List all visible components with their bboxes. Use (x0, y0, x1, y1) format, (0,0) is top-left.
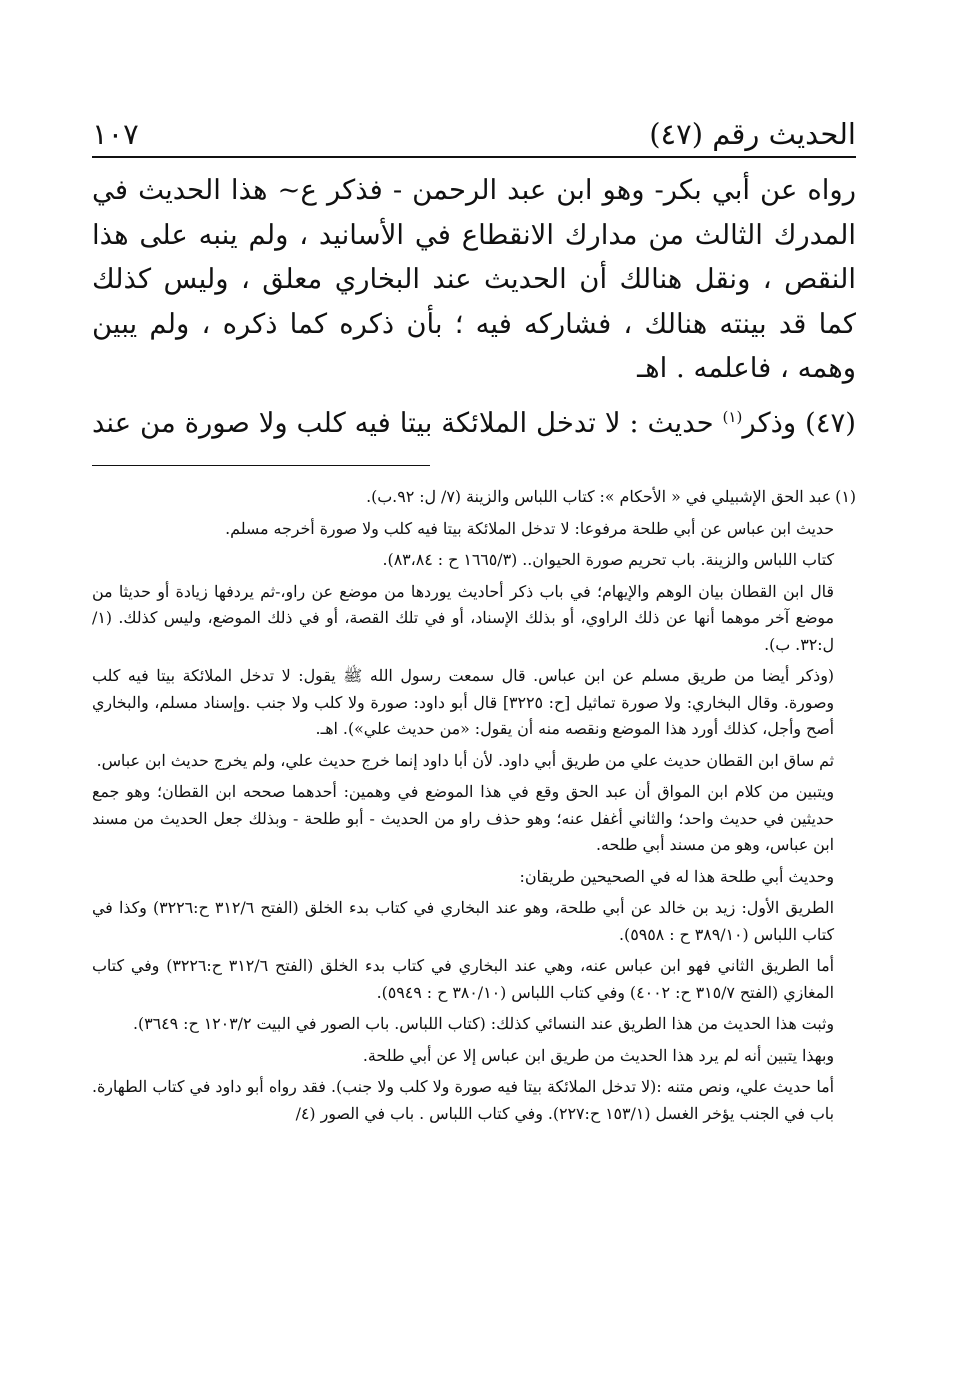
footnote-reference: (١) (722, 407, 743, 426)
footnote-paragraph: وحديث أبي طلحة هذا له في الصحيحين طريقان: (519, 866, 834, 886)
footnote-separator-wrap (92, 445, 856, 484)
hadith-heading (92, 395, 856, 446)
book-page (92, 108, 856, 1132)
main-text (92, 168, 856, 445)
footnote-paragraph: قال ابن القطان بيان الوهم والإيهام؛ في باب ذكر أحاديث يوردها من موضع عن راو،-ثم يردفها زيادة أو حديثا من موضع آخر موهما أنها عن ذلك الراوي، أو بذلك الإسناد، أو في تلك القصة، أو في ذلك الموضع، وليس كذلك. (١/ل:٣٢. ب). (92, 581, 834, 654)
running-header (92, 108, 856, 154)
hadith-number: (٤٧) وذكر (742, 406, 856, 439)
footnote-1 (92, 484, 856, 511)
footnote-paragraph: أما الطريق الثاني فهو ابن عباس عنه، وهي عند البخاري في كتاب بدء الخلق (الفتح ٣١٢/٦ ح:٣٢٢٦) وفي كتاب المغازي (الفتح ٣١٥/٧ ح: ٤٠٠٢) وفي كتاب اللباس (٣٨٠/١٠ ح : ٥٩٤٩). (92, 956, 835, 1002)
running-title: الحديث رقم (٤٧) (649, 117, 856, 151)
footnote-paragraph: وبهذا يتبين أنه لم يرد هذا الحديث من طريق ابن عباس إلا عن أبي طلحة. (362, 1045, 834, 1065)
footnote-paragraph: كتاب اللباس والزينة. باب تحريم صورة الحيوان.. (١٦٦٥/٣ ح : ٨٣،٨٤). (382, 550, 834, 570)
footnote-separator (92, 465, 430, 466)
footnote-number: (١) (835, 487, 856, 507)
footnote-paragraph: ثم ساق ابن القطان حديث علي من طريق أبي داود. لأن أبا داود إنما خرج حديث علي، ولم يخرج حديث ابن عباس. (96, 750, 834, 770)
main-paragraph: رواه عن أبي بكر- وهو ابن عبد الرحمن - فذكر ع~ هذا الحديث في المدرك الثالث من مدارك الانقطاع في الأسانيد ، ولم ينبه على هذا النقص ، ونقل هنالك أن الحديث عند البخاري معلق ، وليس كذلك كما قد بينته هنالك ، فشاركه فيه ؛ بأن ذكره كما ذكره ، ولم يبين وهمه ، فاعلمه . اهـ (92, 174, 856, 384)
footnote-paragraph: وثبت هذا الحديث من هذا الطريق عند النسائي كذلك: (كتاب اللباس. باب الصور في البيت ١٢٠٣/٢ ح: ٣٦٤٩). (132, 1014, 834, 1034)
footnote-text: عبد الحق الإشبيلي في « الأحكام »: كتاب اللباس والزينة (٧/ ل: ٩٢.ب). (366, 487, 832, 507)
page-number: ١٠٧ (92, 117, 139, 151)
footnote-paragraph: الطريق الأول: زيد بن خالد عن أبي طلحة، وهو عند البخاري في كتاب بدء الخلق (الفتح ٣١٢/٦ ح:٣٢٢٦) وكذا في كتاب اللباس (٣٨٩/١٠ ح : ٥٩٥٨). (92, 898, 834, 944)
header-rule (92, 156, 856, 158)
footnotes (92, 484, 856, 1127)
footnote-paragraph: (وذكر أيضا من طريق مسلم عن ابن عباس. قال سمعت رسول الله ﷺ يقول: لا تدخل الملائكة بيتا فيه كلب وصورة. وقال البخاري: ولا صورة تماثيل [ح: ٣٢٢٥] قال أبو داود: صورة ولا كلب ولا جنب .وإسناد مسلم، والبخاري أصح وأجل، كذلك أورد هذا الموضع ونقصه منه أن يقول: «من حديث علي»). اهـ. (92, 666, 835, 739)
hadith-text: حديث : لا تدخل الملائكة بيتا فيه كلب ولا صورة من عند (92, 406, 723, 439)
footnote-paragraph: حديث ابن عباس عن أبي طلحة مرفوعا: لا تدخل الملائكة بيتا فيه كلب ولا صورة أخرجه مسلم. (225, 518, 834, 538)
footnote-paragraph: أما حديث علي، ونص متنه :(لا تدخل الملائكة بيتا فيه صورة ولا كلب ولا جنب). فقد رواه أبو داود في كتاب الطهارة. باب في الجنب يؤخر الغسل (١٥٣/١ ح:٢٢٧). وفي كتاب اللباس . باب في الصور (٤/ (92, 1077, 834, 1123)
footnote-paragraph: ويتبين من كلام ابن المواق أن عبد الحق وقع في هذا الموضع في وهمين: أحدهما صححه ابن القطان؛ وهو جمع حديثين في حديث واحد؛ والثاني أغفل عنه؛ وهو حذف راو من الحديث - أبو طلحة - وبذلك جعل الحديث من مسند ابن عباس، وهو من مسند أبي طلحه. (92, 782, 834, 855)
